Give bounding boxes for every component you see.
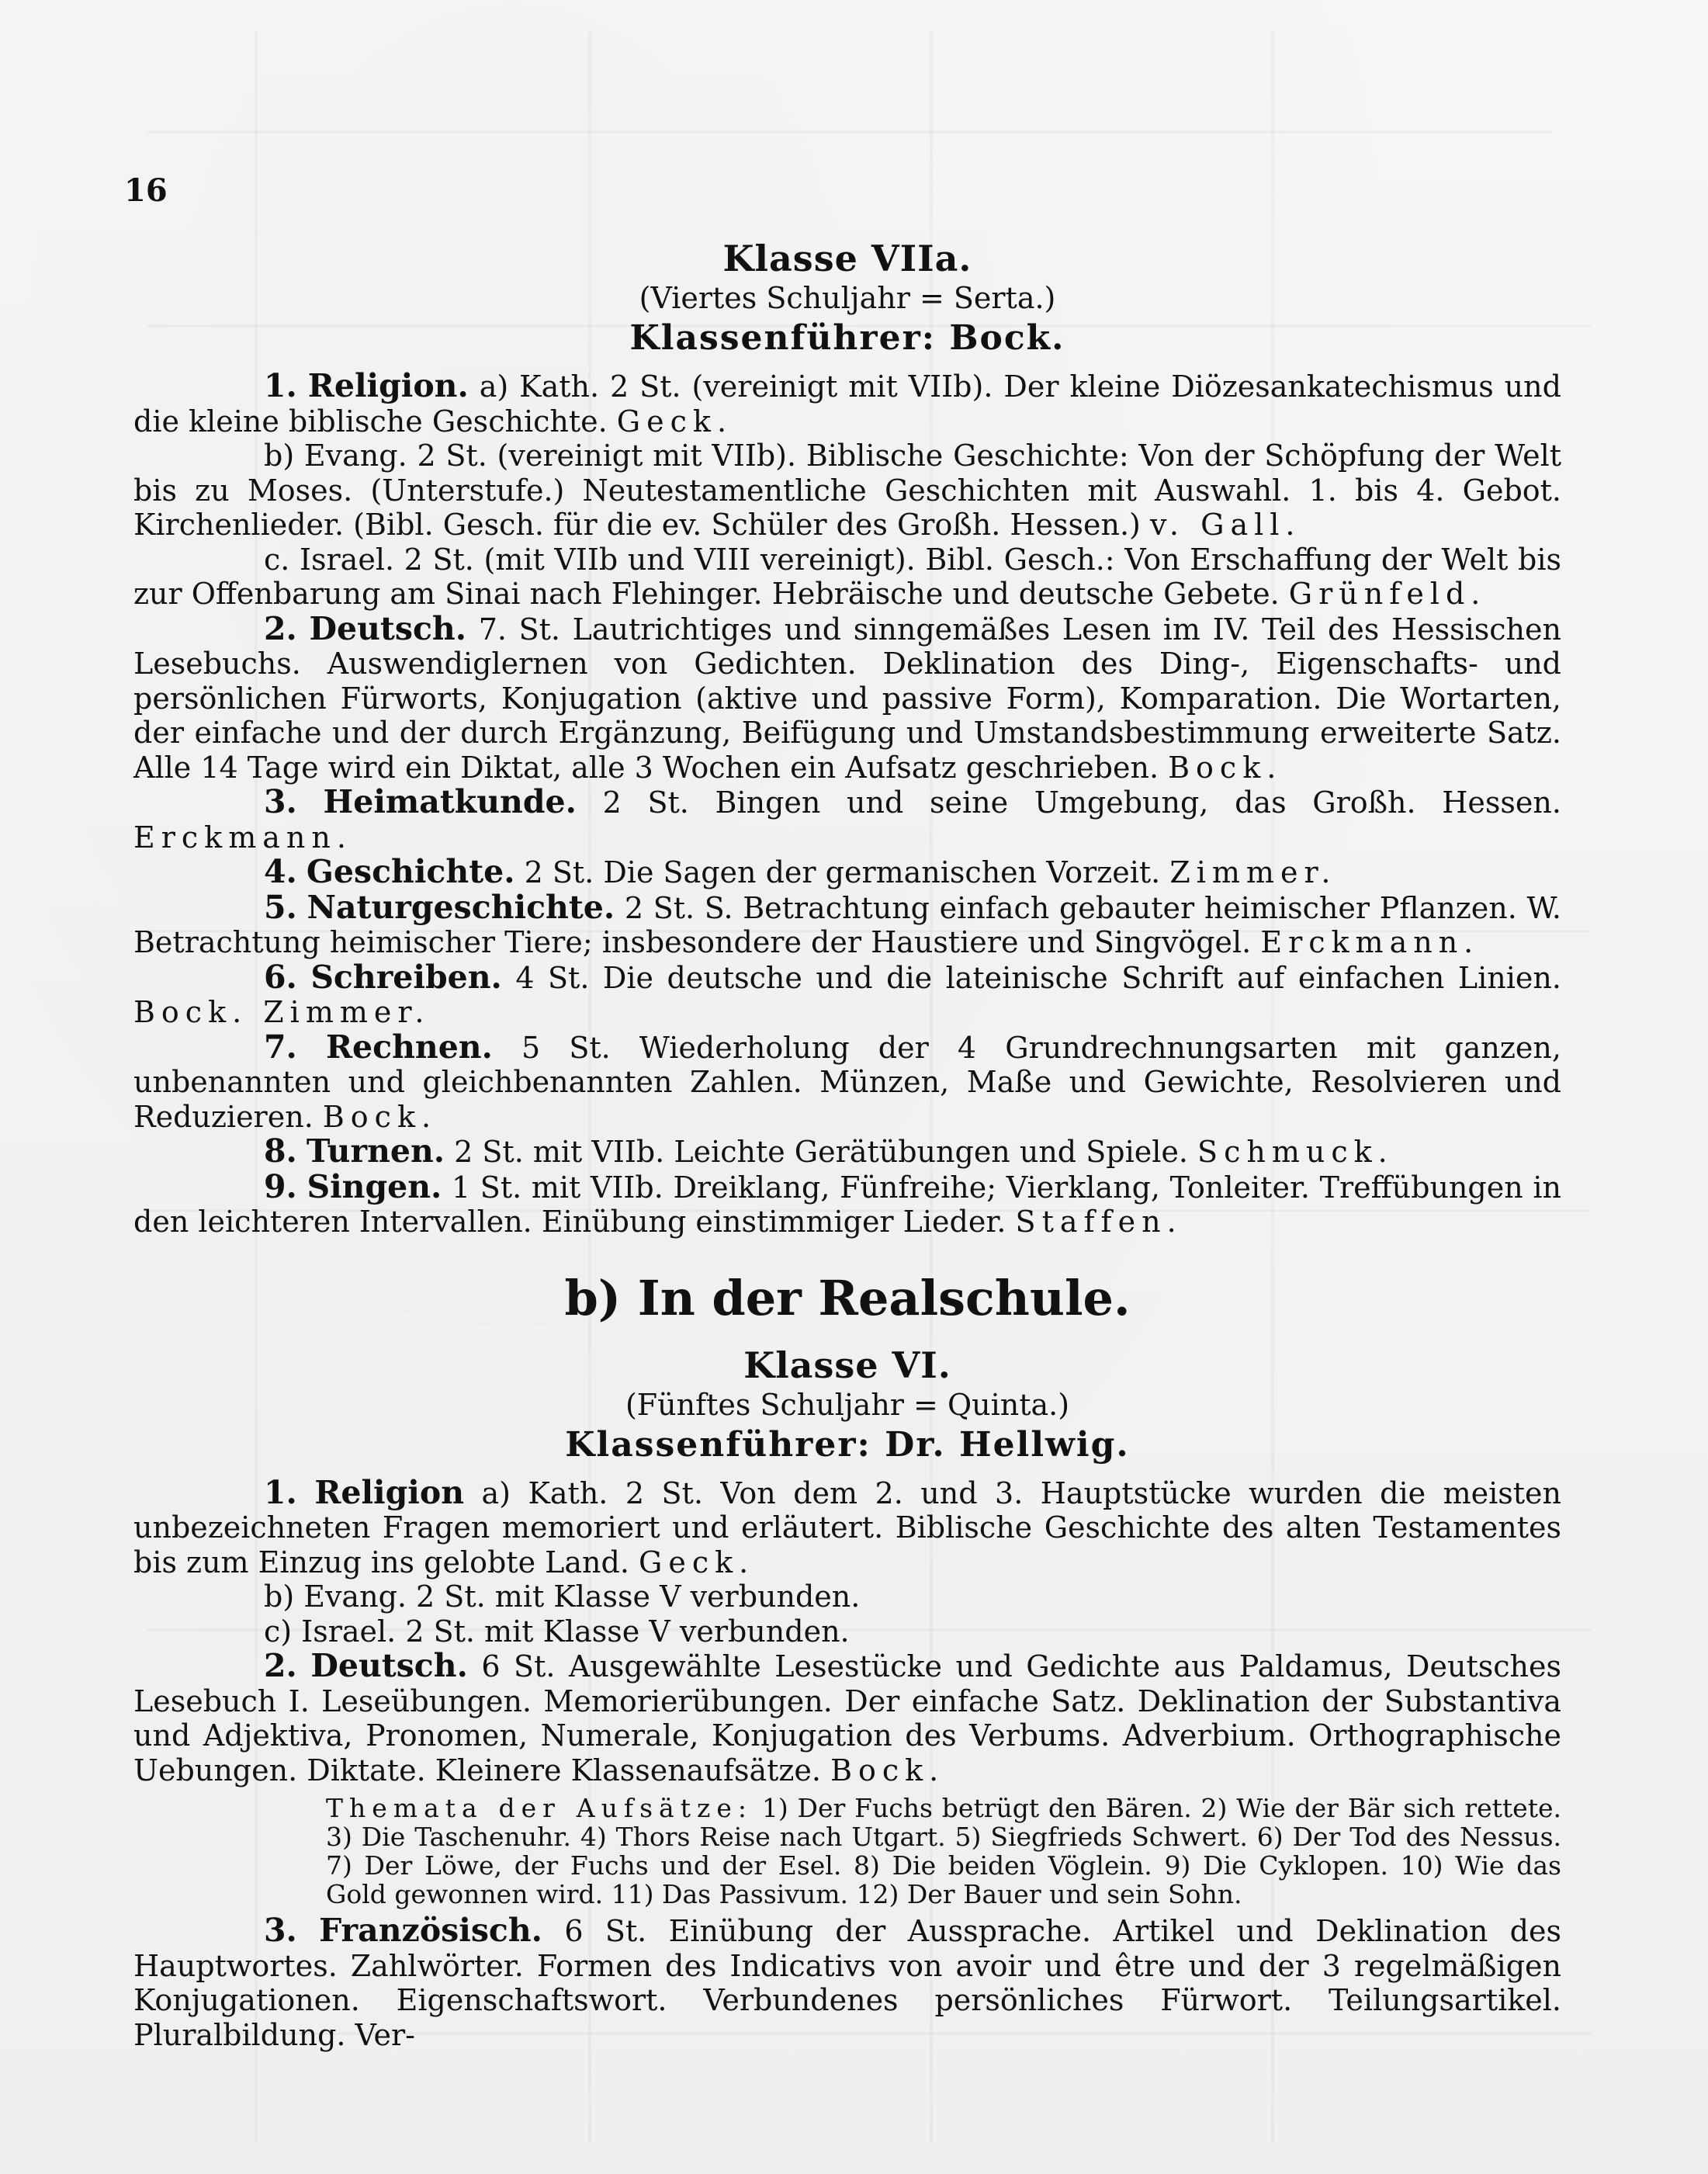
subject-name: Turnen. xyxy=(306,1132,445,1170)
subentry-description: c. Israel. 2 St. (mit VIIb und VIII vereinigt). Bibl. Gesch.: Von Erschaffung der Welt bis zur Offenbarung am Sinai nach Flehinger. Hebräische und deutsche Gebete. xyxy=(133,542,1561,611)
subject-name: Französisch. xyxy=(319,1912,542,1949)
subject-subentry xyxy=(133,543,1561,612)
subject-name: Rechnen. xyxy=(325,1028,493,1066)
subject-number: 1. xyxy=(264,1473,297,1511)
subject-description: 5 St. Wiederholung der 4 Grundrechnungsarten mit ganzen, unbenannten und gleichbenannten Zahlen. Münzen, Maße und Gewichte, Resolvieren und Reduzieren. xyxy=(133,1030,1561,1134)
subject-description: a) Kath. 2 St. Von dem 2. und 3. Hauptstücke wurden die meisten unbezeichneten Fragen memoriert und erläutert. Biblische Geschichte des alten Testamentes bis zum Einzug ins gelobte Land. xyxy=(133,1475,1561,1579)
subject-subentry xyxy=(133,1614,1561,1649)
subject-entry-religion xyxy=(133,369,1561,439)
subject-entry-singen xyxy=(133,1167,1561,1240)
subject-subentry xyxy=(133,1579,1561,1614)
subject-subentry xyxy=(133,439,1561,543)
teacher-name: Bock. Zimmer. xyxy=(133,995,431,1029)
subject-number: 9. xyxy=(264,1167,297,1205)
subject-number: 5. xyxy=(264,888,297,926)
page-content xyxy=(133,237,1561,2052)
subject-entry-heimatkunde xyxy=(133,785,1561,855)
essay-topics-label: Themata der Aufsätze: xyxy=(326,1793,753,1823)
subject-number: 6. xyxy=(264,958,297,996)
subject-description: 2 St. S. Betrachtung einfach gebauter heimischer Pflanzen. W. Betrachtung heimischer Tiere; insbesondere der Haustiere und Singvögel. xyxy=(133,890,1561,959)
teacher-name: Grünfeld. xyxy=(1288,577,1487,611)
class-subtitle-viia: (Viertes Schuljahr = Serta.) xyxy=(639,281,1056,315)
section-heading-realschule: b) In der Realschule. xyxy=(564,1269,1131,1326)
teacher-name: Bock. xyxy=(322,1099,438,1134)
teacher-name: Zimmer. xyxy=(1169,855,1337,889)
teacher-name: Geck. xyxy=(639,1545,755,1579)
subject-number: 4. xyxy=(264,853,297,890)
subject-name: Naturgeschichte. xyxy=(307,888,615,926)
subject-number: 3. xyxy=(264,1912,297,1949)
subject-entry-religion xyxy=(133,1475,1561,1580)
subentry-description: c) Israel. 2 St. mit Klasse V verbunden. xyxy=(264,1614,850,1649)
subject-description: 4 St. Die deutsche und die lateinische Schrift auf einfachen Linien. xyxy=(515,960,1561,995)
subject-name: Schreiben. xyxy=(310,958,502,996)
subject-name: Religion. xyxy=(307,367,469,404)
class-subtitle-vi: (Fünftes Schuljahr = Quinta.) xyxy=(625,1387,1070,1422)
subject-name: Deutsch. xyxy=(309,609,467,647)
class-leader-viia: Klassenführer: Bock. xyxy=(629,318,1065,358)
subject-entry-turnen xyxy=(133,1134,1561,1170)
subject-description: 7. St. Lautrichtiges und sinngemäßes Lesen im IV. Teil des Hessischen Lesebuchs. Auswendiglernen von Gedichten. Deklination des Ding-, Eigenschafts- und persönlichen Fürworts, Konjugation (aktive und passive Form), Komparation. Die Wortarten, der einfache und der durch Ergänzung, Beifügung und Umstandsbestimmung erweiterte Satz. Alle 14 Tage wird ein Diktat, alle 3 Wochen ein Aufsatz geschrieben. xyxy=(133,612,1561,785)
subject-number: 2. xyxy=(264,1647,297,1684)
subject-number: 2. xyxy=(264,609,297,647)
subject-description: 6 St. Ausgewählte Lesestücke und Gedichte aus Paldamus, Deutsches Lesebuch I. Leseübungen. Memorierübungen. Der einfache Satz. Deklination der Substantiva und Adjektiva, Pronomen, Numerale, Konjugation des Verbums. Adverbium. Orthographische Uebungen. Diktate. Kleinere Klassenaufsätze. xyxy=(133,1649,1561,1787)
subject-description: 2 St. Die Sagen der germanischen Vorzeit. xyxy=(524,855,1161,889)
teacher-name: Bock. xyxy=(830,1753,945,1787)
subject-number: 3. xyxy=(264,783,297,820)
subject-entry-deutsch xyxy=(133,609,1561,785)
subject-description: 2 St. mit VIIb. Leichte Gerätübungen und Spiele. xyxy=(454,1135,1188,1169)
page-number: 16 xyxy=(124,172,168,209)
subject-name: Religion xyxy=(314,1473,465,1511)
subentry-description: b) Evang. 2 St. mit Klasse V verbunden. xyxy=(264,1579,861,1614)
subject-number: 1. xyxy=(264,367,297,404)
subject-name: Heimatkunde. xyxy=(323,783,577,820)
class-title-vi: Klasse VI. xyxy=(743,1344,951,1386)
subject-entry-deutsch xyxy=(133,1649,1561,1787)
teacher-name: Erckmann. xyxy=(1260,925,1480,959)
teacher-name: Staffen. xyxy=(1015,1205,1183,1239)
class-title-viia: Klasse VIIa. xyxy=(722,238,972,279)
subject-entry-schreiben xyxy=(133,960,1561,1030)
subject-number: 8. xyxy=(264,1132,297,1170)
teacher-name: Geck. xyxy=(616,404,733,439)
subject-name: Singen. xyxy=(307,1167,442,1205)
subentry-description: b) Evang. 2 St. (vereinigt mit VIIb). Biblische Geschichte: Von der Schöpfung der Welt bis zu Moses. (Unterstufe.) Neutestamentliche Geschichten mit Auswahl. 1. bis 4. Gebot. Kirchenlieder. (Bibl. Gesch. für die ev. Schüler des Großh. Hessen.) xyxy=(133,439,1561,542)
essay-topics xyxy=(133,1794,1561,1909)
subject-description: a) Kath. 2 St. (vereinigt mit VIIb). Der kleine Diözesankatechismus und die kleine biblische Geschichte. xyxy=(133,369,1561,439)
subject-entry-rechnen xyxy=(133,1030,1561,1135)
subject-entry-geschichte xyxy=(133,855,1561,890)
subject-name: Deutsch. xyxy=(310,1647,468,1684)
subject-number: 7. xyxy=(264,1028,297,1066)
subject-entry-naturgeschichte xyxy=(133,890,1561,960)
essay-topics-list: 1) Der Fuchs betrügt den Bären. 2) Wie der Bär sich rettete. 3) Die Taschenuhr. 4) Thors Reise nach Utgart. 5) Siegfrieds Schwert. 6) Der Tod des Nessus. 7) Der Löwe, der Fuchs und der Esel. 8) Die beiden Vöglein. 9) Die Cyklopen. 10) Wie das Gold gewonnen wird. 11) Das Passivum. 12) Der Bauer und sein Sohn. xyxy=(326,1793,1561,1909)
subject-description: 2 St. Bingen und seine Umgebung, das Großh. Hessen. xyxy=(602,785,1561,820)
subject-description: 1 St. mit VIIb. Dreiklang, Fünfreihe; Vierklang, Tonleiter. Treffübungen in den leichteren Intervallen. Einübung einstimmiger Lieder. xyxy=(133,1170,1561,1239)
subject-name: Geschichte. xyxy=(306,853,515,890)
teacher-name: Schmuck. xyxy=(1197,1135,1394,1169)
class-leader-vi: Klassenführer: Dr. Hellwig. xyxy=(565,1424,1130,1465)
teacher-name: Erckmann. xyxy=(133,820,352,855)
subject-description: 6 St. Einübung der Aussprache. Artikel und Deklination des Hauptwortes. Zahlwörter. Formen des Indicativs von avoir und être und der 3 regelmäßigen Konjugationen. Eigenschaftswort. Verbundenes persönliches Fürwort. Teilungsartikel. Pluralbildung. Ver- xyxy=(133,1914,1561,2052)
subject-entry-franzoesisch xyxy=(133,1913,1561,2052)
teacher-name: v. Gall. xyxy=(1149,508,1301,542)
teacher-name: Bock. xyxy=(1168,750,1283,785)
